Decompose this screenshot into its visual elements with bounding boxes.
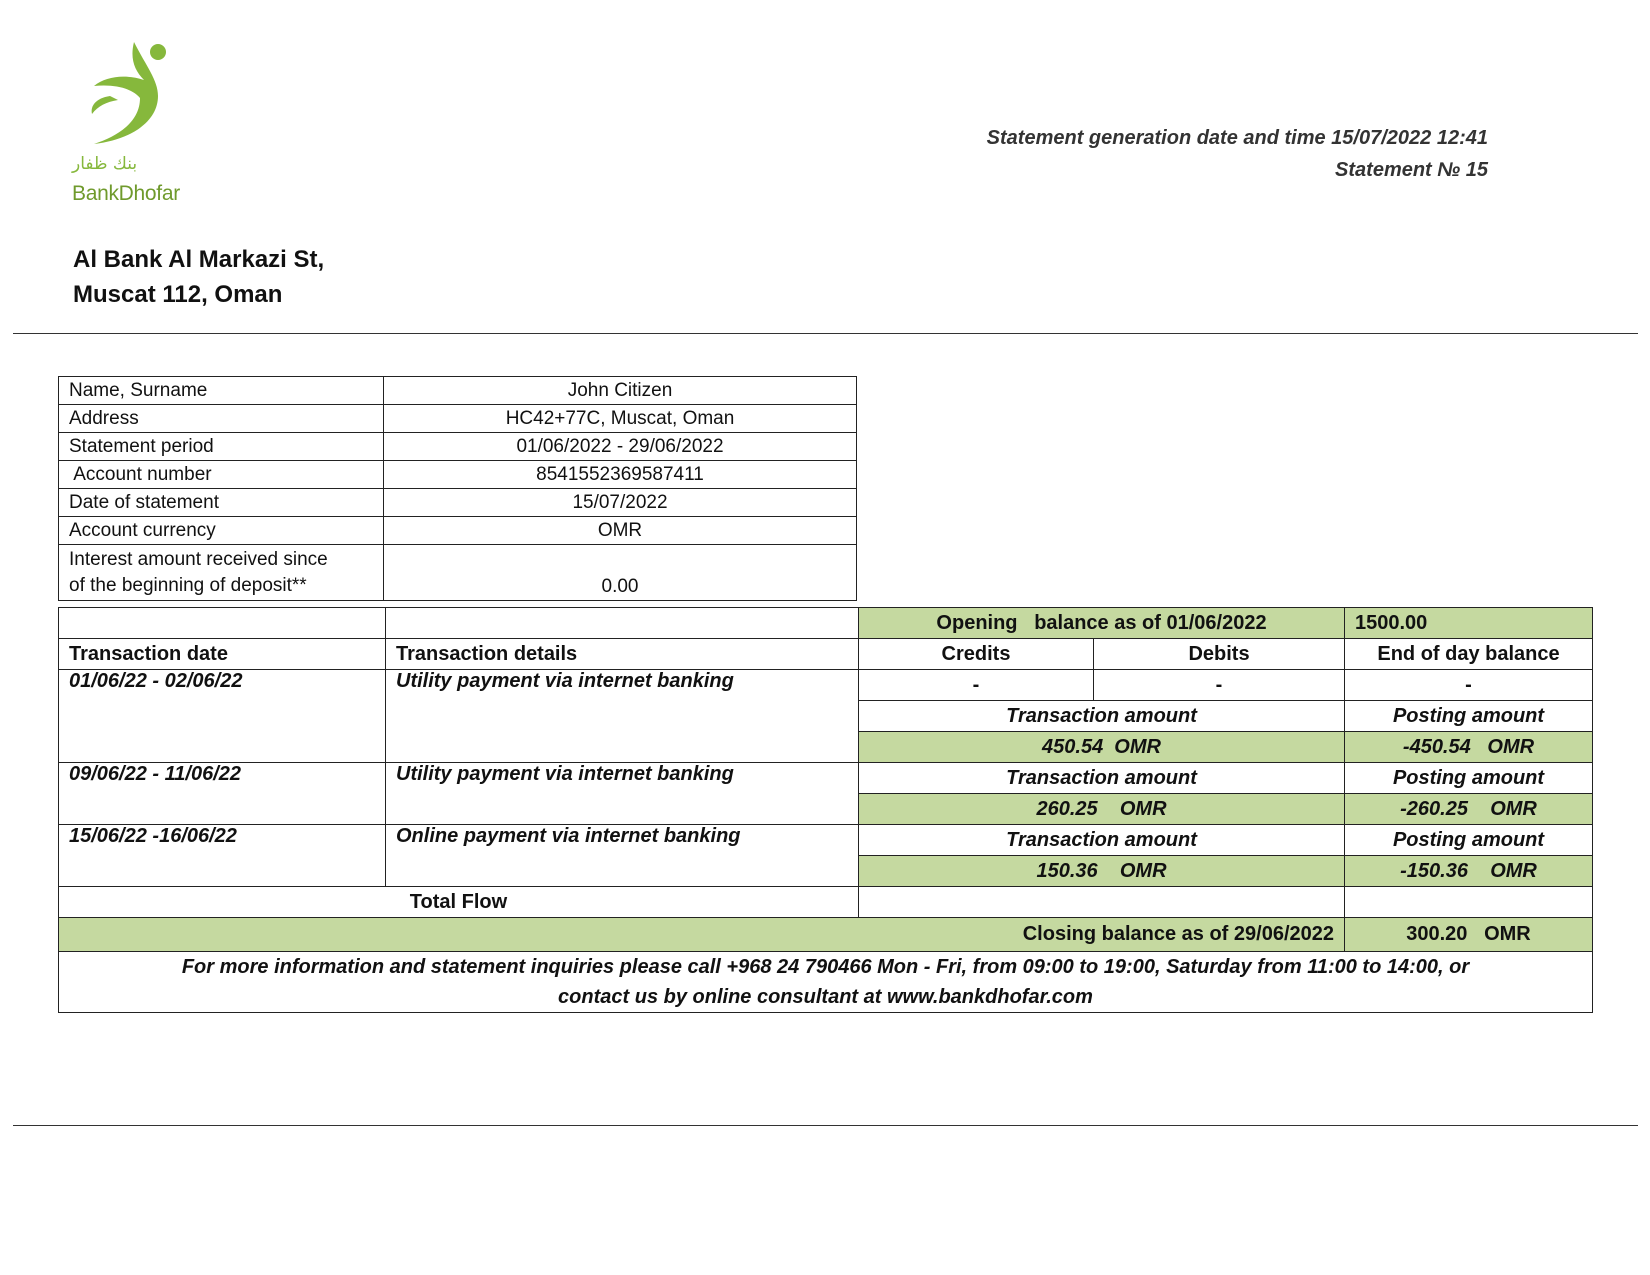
empty-cell [1345, 887, 1593, 918]
transaction-amount: 150.36 OMR [859, 856, 1345, 887]
empty-cell [859, 887, 1345, 918]
credits-placeholder: - [859, 670, 1094, 701]
statement-date-value: 15/07/2022 [384, 489, 857, 517]
transaction-details: Online payment via internet banking [386, 825, 859, 887]
account-number-value: 8541552369587411 [384, 461, 857, 489]
footer-row [59, 952, 1593, 1013]
transaction-amount: 260.25 OMR [859, 794, 1345, 825]
logo-name: BankDhofar [72, 182, 180, 205]
info-row [59, 461, 857, 489]
info-row [59, 433, 857, 461]
footer-line2: contact us by online consultant at www.bankdhofar.com [558, 986, 1093, 1008]
account-info-table [58, 376, 857, 601]
posting-amount-label: Posting amount [1345, 763, 1593, 794]
closing-balance-label: Closing balance as of 29/06/2022 [59, 918, 1345, 952]
posting-amount: -150.36 OMR [1345, 856, 1593, 887]
posting-amount: -260.25 OMR [1345, 794, 1593, 825]
posting-amount: -450.54 OMR [1345, 732, 1593, 763]
transaction-amount: 450.54 OMR [859, 732, 1345, 763]
column-header-row [59, 639, 1593, 670]
transaction-details: Utility payment via internet banking [386, 763, 859, 825]
currency-value: OMR [384, 517, 857, 545]
empty-cell [59, 608, 386, 639]
transaction-amount-label: Transaction amount [859, 763, 1345, 794]
name-label: Name, Surname [59, 377, 384, 405]
info-row [59, 517, 857, 545]
bank-address [73, 242, 324, 312]
info-row [59, 405, 857, 433]
header-divider [13, 333, 1638, 334]
footer-note [59, 952, 1593, 1013]
interest-value: 0.00 [384, 545, 857, 601]
transaction-amount-label: Transaction amount [859, 701, 1345, 732]
col-end-of-day-balance: End of day balance [1345, 639, 1593, 670]
transaction-date: 15/06/22 -16/06/22 [59, 825, 386, 887]
total-flow-label: Total Flow [59, 887, 859, 918]
interest-label [59, 545, 384, 601]
info-row [59, 545, 857, 601]
address-value: HC42+77C, Muscat, Oman [384, 405, 857, 433]
bank-logo-mark-icon [66, 36, 176, 156]
table-row [59, 825, 1593, 856]
generation-datetime: Statement generation date and time 15/07/2022 12:41 [986, 127, 1488, 149]
col-transaction-date: Transaction date [59, 639, 386, 670]
bank-address-line1: Al Bank Al Markazi St, [73, 246, 325, 273]
period-label: Statement period [59, 433, 384, 461]
transaction-date: 09/06/22 - 11/06/22 [59, 763, 386, 825]
opening-balance-label: Opening balance as of 01/06/2022 [859, 608, 1345, 639]
closing-balance-row [59, 918, 1593, 952]
total-flow-row [59, 887, 1593, 918]
table-row [59, 670, 1593, 701]
bottom-divider [13, 1125, 1638, 1126]
posting-amount-label: Posting amount [1345, 701, 1593, 732]
opening-balance-value: 1500.00 [1345, 608, 1593, 639]
table-row [59, 763, 1593, 794]
transaction-amount-label: Transaction amount [859, 825, 1345, 856]
footer-line1: For more information and statement inquiries please call +968 24 790466 Mon - Fri, from 09:00 to 19:00, Saturday from 11:00 to 14:00, or [181, 956, 1470, 978]
info-row [59, 489, 857, 517]
empty-cell [386, 608, 859, 639]
transaction-details: Utility payment via internet banking [386, 670, 859, 763]
transaction-date: 01/06/22 - 02/06/22 [59, 670, 386, 763]
interest-label-line2: of the beginning of deposit** [69, 574, 307, 596]
info-row [59, 377, 857, 405]
opening-balance-row [59, 608, 1593, 639]
currency-label: Account currency [59, 517, 384, 545]
col-transaction-details: Transaction details [386, 639, 859, 670]
account-number-label: Account number [59, 461, 384, 489]
address-label: Address [59, 405, 384, 433]
posting-amount-label: Posting amount [1345, 825, 1593, 856]
bank-address-line2: Muscat 112, Oman [73, 281, 283, 308]
period-value: 01/06/2022 - 29/06/2022 [384, 433, 857, 461]
col-credits: Credits [859, 639, 1094, 670]
col-debits: Debits [1094, 639, 1345, 670]
interest-label-line1: Interest amount received since [69, 548, 328, 570]
statement-date-label: Date of statement [59, 489, 384, 517]
eod-placeholder: - [1345, 670, 1593, 701]
bank-logo [66, 36, 196, 211]
logo-arabic-text: بنك ظفار [72, 154, 138, 174]
name-value: John Citizen [384, 377, 857, 405]
statement-number: Statement № 15 [1335, 159, 1488, 181]
statement-meta [987, 122, 1488, 186]
closing-balance-value: 300.20 OMR [1345, 918, 1593, 952]
transactions-table [58, 607, 1593, 1013]
debits-placeholder: - [1094, 670, 1345, 701]
